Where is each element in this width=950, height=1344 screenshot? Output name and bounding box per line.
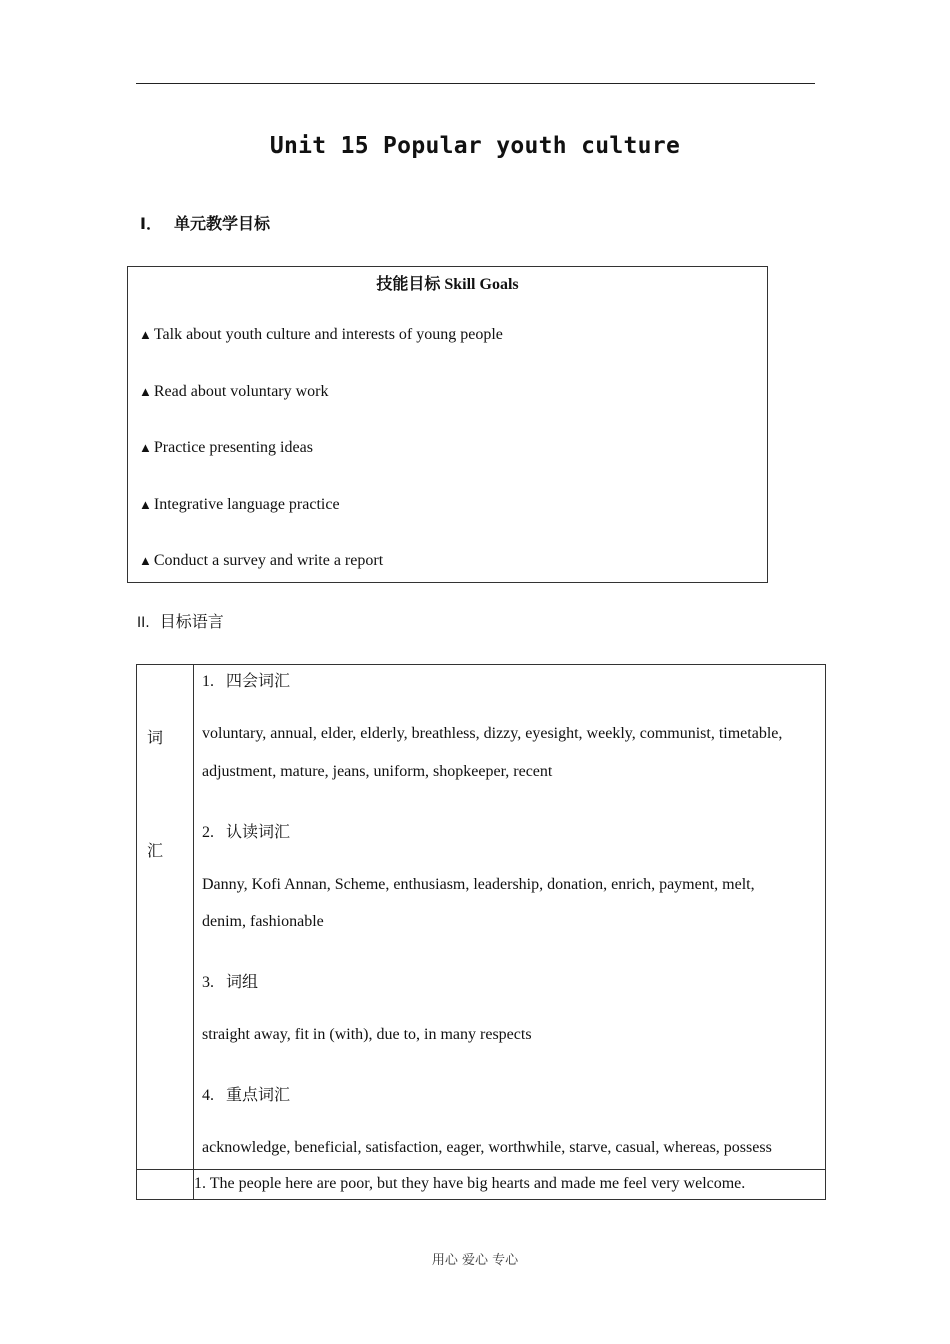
section-2-number: II. bbox=[137, 615, 150, 631]
vocab-word-line: denim, fashionable bbox=[202, 913, 324, 930]
vocab-content-cell bbox=[194, 665, 826, 1170]
row2-side-cell bbox=[137, 1170, 194, 1200]
side-label-top: 词 bbox=[147, 728, 164, 747]
vocab-word-line: voluntary, annual, elder, elderly, breathless, dizzy, eyesight, weekly, communist, timetable, bbox=[202, 725, 783, 742]
skill-goal-item: ▲ Talk about youth culture and interests of young people bbox=[139, 326, 503, 343]
page-footer: 用心 爱心 专心 bbox=[431, 1253, 519, 1268]
vocab-side-label-cell bbox=[137, 665, 194, 1170]
section-1-text: 单元教学目标 bbox=[173, 214, 270, 233]
skill-goal-item: ▲ Practice presenting ideas bbox=[139, 439, 313, 456]
vocabulary-table bbox=[136, 664, 826, 1200]
section-1-heading bbox=[140, 211, 270, 234]
header-rule bbox=[136, 83, 815, 84]
triangle-bullet-icon: ▲ bbox=[139, 553, 152, 568]
skill-goals-heading: 技能目标 Skill Goals bbox=[376, 276, 519, 293]
side-label-bottom: 汇 bbox=[147, 841, 164, 860]
vocab-group-heading: 2. 认读词汇 bbox=[202, 822, 291, 841]
skill-goals-box bbox=[127, 266, 768, 583]
page-title: Unit 15 Popular youth culture bbox=[269, 133, 681, 159]
skill-goal-item: ▲ Conduct a survey and write a report bbox=[139, 552, 384, 569]
section-1-number: Ⅰ． bbox=[140, 214, 162, 233]
vocab-word-line: straight away, fit in (with), due to, in many respects bbox=[202, 1026, 532, 1043]
triangle-bullet-icon: ▲ bbox=[139, 327, 152, 342]
triangle-bullet-icon: ▲ bbox=[139, 384, 152, 399]
vocab-word-line: acknowledge, beneficial, satisfaction, eager, worthwhile, starve, casual, whereas, possess bbox=[202, 1139, 772, 1156]
vocab-word-line: Danny, Kofi Annan, Scheme, enthusiasm, leadership, donation, enrich, payment, melt, bbox=[202, 876, 755, 893]
section-2-heading bbox=[137, 609, 224, 632]
vocab-group-heading: 1. 四会词汇 bbox=[202, 671, 291, 690]
triangle-bullet-icon: ▲ bbox=[139, 497, 152, 512]
row2-sentence-cell: 1. The people here are poor, but they have big hearts and made me feel very welcome. bbox=[194, 1170, 826, 1200]
skill-goal-item: ▲ Read about voluntary work bbox=[139, 383, 329, 400]
vocab-word-line: adjustment, mature, jeans, uniform, shopkeeper, recent bbox=[202, 763, 553, 780]
section-2-text: 目标语言 bbox=[159, 612, 224, 631]
triangle-bullet-icon: ▲ bbox=[139, 440, 152, 455]
vocab-group-heading: 3. 词组 bbox=[202, 972, 259, 991]
vocab-group-heading: 4. 重点词汇 bbox=[202, 1085, 291, 1104]
skill-goal-item: ▲ Integrative language practice bbox=[139, 496, 340, 513]
